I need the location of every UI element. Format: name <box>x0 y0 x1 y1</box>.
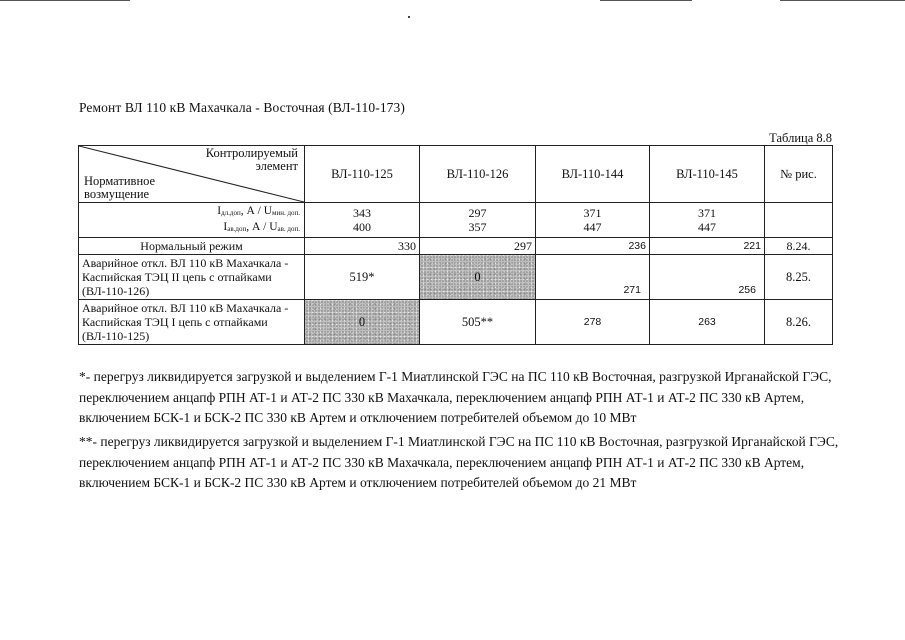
param-line-long-term <box>83 204 300 220</box>
param-value-top: 297 <box>468 206 487 220</box>
param-line-emergency <box>83 220 300 236</box>
scan-edge-line-right <box>600 0 692 1</box>
value-cell: 263 <box>650 300 765 345</box>
params-row <box>79 203 833 238</box>
param-subscript: дл.доп <box>221 209 241 217</box>
param-value-bottom: 357 <box>468 220 487 234</box>
param-unit: , А / U <box>246 221 278 233</box>
footnote-single-star: *- перегруз ликвидируется загрузкой и выделением Г-1 Миатлинской ГЭС на ПС 110 кВ Восточная, разгрузкой Ирганайской ГЭС, переключением анцапф РПН АТ-1 и АТ-2 ПС 330 кВ Махачкала, переключением анцапф РПН АТ-1 и АТ-2 ПС 330 кВ Артем, включением БСК-1 и БСК-2 ПС 330 кВ Артем и отключением потребителей объемом до 10 МВт <box>79 369 832 425</box>
value-cell: 256 <box>650 255 765 300</box>
document-title: Ремонт ВЛ 110 кВ Махачкала - Восточная (ВЛ-110-173) <box>79 100 405 115</box>
fig-column-header: № рис. <box>765 146 833 203</box>
param-subscript: ав.доп <box>227 225 247 233</box>
param-subscript: мин. доп. <box>272 209 300 217</box>
param-subscript: ав. доп. <box>277 225 300 233</box>
param-symbol: I <box>217 205 222 217</box>
value-cell-overload: 505** <box>420 300 536 345</box>
value-cell: 330 <box>305 238 420 255</box>
value-cell: 221 <box>650 238 765 255</box>
param-value-top: 343 <box>353 206 371 220</box>
column-header: ВЛ-110-126 <box>420 146 536 203</box>
row-label-line: (ВЛ-110-126) <box>82 284 150 298</box>
corner-top-line2: элемент <box>255 159 298 173</box>
corner-controlled-element <box>206 147 298 173</box>
header-corner-cell <box>79 146 305 203</box>
table-header-row <box>79 146 833 203</box>
table-row-emergency-126 <box>79 255 833 300</box>
table-row-normal-mode <box>79 238 833 255</box>
fig-cell: 8.25. <box>765 255 833 300</box>
param-value-bottom: 447 <box>698 220 716 234</box>
corner-bottom-line2: возмущение <box>84 187 150 201</box>
corner-top-line1: Контролируемый <box>205 146 298 160</box>
param-unit: , А / U <box>240 205 273 217</box>
scan-edge-line-left <box>0 0 130 1</box>
value-cell: 297 <box>420 238 536 255</box>
value-cell: 271 <box>536 255 650 300</box>
row-label-line: Аварийное откл. ВЛ 110 кВ Махачкала - <box>82 256 289 270</box>
param-value-cell <box>305 203 420 238</box>
fig-cell: 8.24. <box>765 238 833 255</box>
scan-speck <box>408 16 410 18</box>
param-value-bottom: 447 <box>583 220 602 234</box>
row-label-line: Каспийская ТЭЦ I цепь с отпайками <box>82 315 268 329</box>
param-value-top: 371 <box>583 206 602 220</box>
row-label-line: Каспийская ТЭЦ II цепь с отпайками <box>82 270 272 284</box>
column-header: ВЛ-110-145 <box>650 146 765 203</box>
table-label: Таблица 8.8 <box>769 131 832 145</box>
empty-cell <box>765 203 833 238</box>
value-cell-overload: 519* <box>305 255 420 300</box>
row-label-line: (ВЛ-110-125) <box>82 329 150 343</box>
params-label-cell <box>79 203 305 238</box>
row-label <box>79 300 305 345</box>
fig-cell: 8.26. <box>765 300 833 345</box>
value-cell: 236 <box>536 238 650 255</box>
row-label: Нормальный режим <box>79 238 305 255</box>
value-cell-disconnected: 0 <box>420 255 536 300</box>
scan-edge-line-far-right <box>780 0 905 1</box>
column-header: ВЛ-110-125 <box>305 146 420 203</box>
value-cell: 278 <box>536 300 650 345</box>
param-value-cell <box>536 203 650 238</box>
corner-normative-disturbance <box>84 175 155 201</box>
table-row-emergency-125 <box>79 300 833 345</box>
row-label <box>79 255 305 300</box>
param-value-bottom: 400 <box>353 220 371 234</box>
footnote-double-star: **- перегруз ликвидируется загрузкой и выделением Г-1 Миатлинской ГЭС на ПС 110 кВ Восточная, разгрузкой Ирганайской ГЭС, переключением анцапф РПН АТ-1 и АТ-2 ПС 330 кВ Махачкала, переключением анцапф РПН АТ-1 и АТ-2 ПС 330 кВ Артем, включением БСК-1 и БСК-2 ПС 330 кВ Артем и отключением потребителей объемом до 21 МВт <box>79 434 839 490</box>
param-symbol: I <box>223 221 228 233</box>
column-header: ВЛ-110-144 <box>536 146 650 203</box>
value-cell-disconnected: 0 <box>305 300 420 345</box>
param-value-top: 371 <box>698 206 716 220</box>
corner-bottom-line1: Нормативное <box>84 174 156 188</box>
overload-table <box>78 145 833 345</box>
row-label-line: Аварийное откл. ВЛ 110 кВ Махачкала - <box>82 301 289 315</box>
param-value-cell <box>420 203 536 238</box>
param-value-cell <box>650 203 765 238</box>
